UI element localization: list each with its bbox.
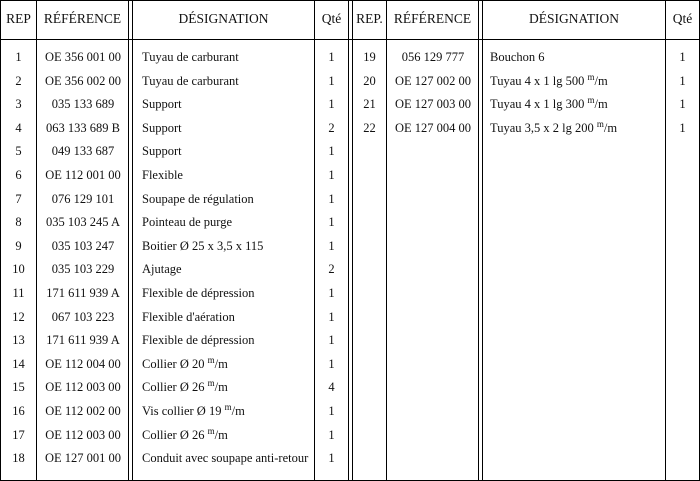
col-divider: [478, 0, 479, 481]
header-designation: DÉSIGNATION: [178, 11, 269, 26]
designation-cell: Pointeau de purge: [142, 215, 233, 229]
qty-cell: 1: [679, 121, 686, 135]
reference-cell: 171 611 939 A: [46, 286, 120, 300]
designation-cell: Flexible de dépression: [142, 333, 255, 347]
designation-cell: Flexible d'aération: [142, 310, 235, 324]
reference-cell: OE 127 003 00: [394, 97, 472, 111]
rep-cell: 7: [15, 192, 22, 206]
unit-superscript: m: [596, 120, 604, 129]
rep-cell: 1: [15, 50, 22, 64]
rep-cell: 6: [15, 168, 22, 182]
unit-denominator: /m: [231, 404, 245, 418]
qty-cell: 1: [328, 451, 335, 465]
designation-cell: Collier Ø 20 $^m$/m: [142, 356, 228, 371]
unit-superscript: m: [587, 96, 595, 105]
rep-cell: 14: [12, 357, 25, 371]
qty-cell: 2: [328, 262, 335, 276]
rep-cell: 10: [12, 262, 25, 276]
qty-cell: 1: [328, 192, 335, 206]
rep-cell: 9: [15, 239, 22, 253]
unit-denominator: /m: [594, 74, 608, 88]
qty-cell: 1: [679, 74, 686, 88]
qty-cell: 1: [328, 168, 335, 182]
qty-cell: 1: [328, 239, 335, 253]
unit-superscript: m: [207, 356, 215, 365]
header-reference-right: RÉFÉRENCE: [393, 11, 472, 26]
designation-cell: Conduit avec soupape anti-retour: [142, 451, 309, 465]
reference-cell: OE 112 004 00: [45, 357, 121, 371]
qty-cell: 1: [328, 50, 335, 64]
col-divider: [386, 0, 387, 481]
designation-cell: Support: [142, 121, 182, 135]
header-qty: Qté: [321, 11, 342, 26]
rep-cell: 18: [12, 451, 25, 465]
reference-cell: OE 112 003 00: [45, 380, 121, 394]
designation-cell: Support: [142, 144, 182, 158]
reference-cell: 076 129 101: [51, 192, 115, 206]
unit-superscript: m: [587, 73, 595, 82]
rep-cell: 3: [15, 97, 22, 111]
unit-superscript: m: [224, 403, 232, 412]
header-rep: REP: [6, 11, 31, 26]
qty-cell: 1: [328, 74, 335, 88]
designation-cell: Collier Ø 26 $^m$/m: [142, 427, 228, 442]
reference-cell: OE 356 002 00: [44, 74, 122, 88]
reference-cell: OE 356 001 00: [44, 50, 122, 64]
designation-cell: Support: [142, 97, 182, 111]
rep-cell: 8: [15, 215, 22, 229]
designation-cell: Bouchon 6: [490, 50, 545, 64]
qty-cell: 1: [679, 50, 686, 64]
col-divider: [132, 0, 133, 481]
col-divider: [348, 0, 349, 481]
reference-cell: 063 133 689 B: [46, 121, 120, 135]
header-qty-right: Qté: [672, 11, 693, 26]
qty-cell: 2: [328, 121, 335, 135]
designation-cell: Flexible: [142, 168, 183, 182]
col-divider: [482, 0, 483, 481]
reference-cell: 035 103 229: [51, 262, 115, 276]
rep-cell: 4: [15, 121, 22, 135]
rep-cell: 2: [15, 74, 22, 88]
designation-cell: Collier Ø 26 $^m$/m: [142, 379, 228, 394]
designation-cell: Tuyau de carburant: [142, 50, 239, 64]
reference-cell: OE 112 003 00: [45, 428, 121, 442]
reference-cell: OE 127 004 00: [394, 121, 472, 135]
qty-cell: 4: [328, 380, 335, 394]
designation-cell: Tuyau 4 x 1 lg 500 $^m$/m: [490, 73, 608, 88]
designation-cell: Boitier Ø 25 x 3,5 x 115: [142, 239, 264, 253]
qty-cell: 1: [328, 286, 335, 300]
qty-cell: 1: [328, 144, 335, 158]
designation-cell: Tuyau 4 x 1 lg 300 $^m$/m: [490, 96, 608, 111]
header-reference: RÉFÉRENCE: [43, 11, 122, 26]
unit-denominator: /m: [603, 121, 618, 135]
rep-cell: 15: [12, 380, 25, 394]
header-designation-right: DÉSIGNATION: [529, 11, 619, 26]
unit-superscript: m: [207, 379, 215, 388]
designation-cell: Ajutage: [142, 262, 182, 276]
col-divider: [128, 0, 129, 481]
qty-cell: 1: [328, 404, 335, 418]
rep-cell: 11: [12, 286, 25, 300]
unit-superscript: m: [207, 427, 215, 436]
header-rep-right: REP.: [356, 11, 383, 26]
designation-cell: Tuyau de carburant: [142, 74, 239, 88]
reference-cell: 049 133 687: [51, 144, 115, 158]
qty-cell: 1: [328, 428, 335, 442]
reference-cell: 171 611 939 A: [46, 333, 120, 347]
reference-cell: OE 127 002 00: [394, 74, 472, 88]
reference-cell: 056 129 777: [401, 50, 465, 64]
unit-denominator: /m: [214, 428, 228, 442]
rep-cell: 12: [12, 310, 25, 324]
rep-cell: 21: [363, 97, 376, 111]
header-divider: [0, 39, 700, 40]
qty-cell: 1: [328, 310, 335, 324]
designation-cell: Soupape de régulation: [142, 192, 254, 206]
reference-cell: OE 127 001 00: [44, 451, 122, 465]
unit-denominator: /m: [214, 357, 228, 371]
rep-cell: 19: [363, 50, 376, 64]
reference-cell: OE 112 002 00: [45, 404, 121, 418]
reference-cell: 035 103 247: [51, 239, 115, 253]
table-border-top: [0, 0, 700, 1]
rep-cell: 13: [12, 333, 25, 347]
qty-cell: 1: [328, 97, 335, 111]
rep-cell: 16: [12, 404, 25, 418]
reference-cell: OE 112 001 00: [45, 168, 121, 182]
designation-cell: Tuyau 3,5 x 2 lg 200 $^m$/m: [490, 120, 618, 135]
reference-cell: 067 103 223: [51, 310, 115, 324]
unit-denominator: /m: [214, 380, 228, 394]
unit-denominator: /m: [594, 97, 608, 111]
rep-cell: 20: [363, 74, 376, 88]
qty-cell: 1: [328, 215, 335, 229]
qty-cell: 1: [679, 97, 686, 111]
reference-cell: 035 133 689: [51, 97, 115, 111]
designation-cell: Flexible de dépression: [142, 286, 255, 300]
qty-cell: 1: [328, 357, 335, 371]
rep-cell: 5: [15, 144, 22, 158]
designation-cell: Vis collier Ø 19 $^m$/m: [142, 403, 245, 418]
col-divider: [36, 0, 37, 481]
rep-cell: 22: [363, 121, 376, 135]
rep-cell: 17: [12, 428, 25, 442]
reference-cell: 035 103 245 A: [46, 215, 120, 229]
qty-cell: 1: [328, 333, 335, 347]
